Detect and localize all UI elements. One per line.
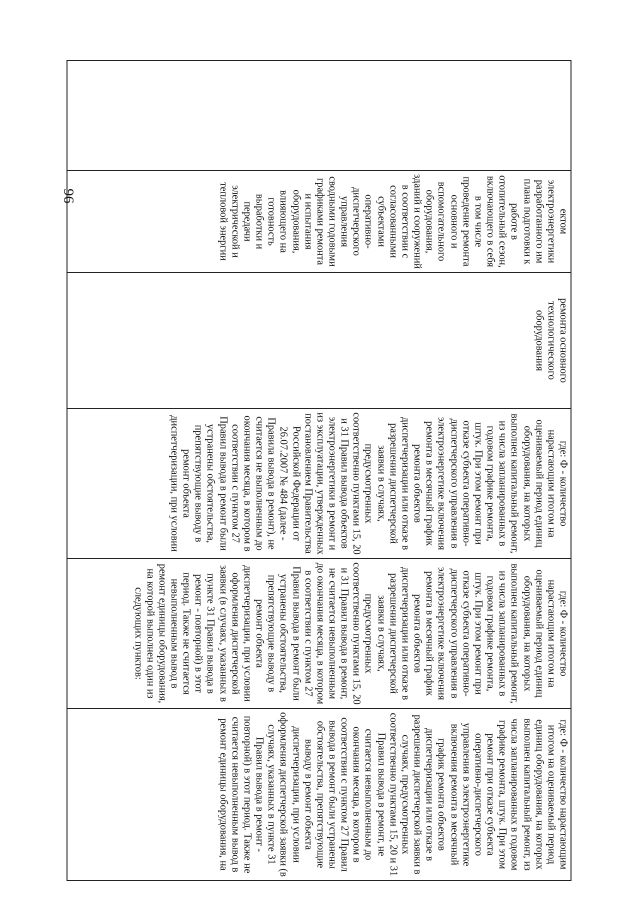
criteria-table <box>67 60 572 881</box>
table-cell-formula-3: где: Ф - количество нарастающим итогом на оцениваемый период единиц оборудования, на которых выполнен капитальный ремонт, из числа запланированных в годовом графике ремонта, штук. При этом ремонт при отказе субъекта оперативно-диспетчерского управления в электроэнергетике включения ремонта в месячный график ремонта объектов диспетчеризации или отказе в разрешении диспетчерской заявки в случаях, предусмотренных соответственно пунктами 15, 20 и 31 Правил вывода в ремонт, не считается невыполненным до окончания месяца, в котором в соответствии с пунктом 27 Правил вывода в ремонт были устранены обстоятельства, препятствующие выводу в ремонт объекта диспетчеризации, при условии оформления диспетчерской заявки (в случаях, указанных в пункте 31 Правил вывода в ремонт - повторной) в этот период. Также не считается невыполненным вывод в ремонт единицы оборудования, на <box>67 709 571 881</box>
table-cell-formula-1: где: Ф - количество нарастающим итогом на оцениваемый период единиц оборудования, на которых выполнен капитальный ремонт, из числа запланированных в годовом графике ремонта, штук. При этом ремонт при отказе субъекта оперативно-диспетчерского управления в электроэнергетике включения ремонта в месячный график ремонта объектов диспетчеризации или отказе в разрешении диспетчерской заявки в случаях, предусмотренных соответственно пунктами 15, 20 и 31 Правил вывода объектов электроэнергетики в ремонт и из эксплуатации, утвержденных постановлением Правительства Российской Федерации от 26.07.2007 № 484 (далее - Правила вывода в ремонт), не считается не выполненным до окончания месяца, в котором в соответствии с пунктом 27 Правил вывода в ремонт были устранены обстоятельства, препятствующие выводу в ремонт объекта диспетчеризации, при условии <box>67 409 571 559</box>
page-number: 96 <box>60 188 76 204</box>
table-cell-description: ектом электроэнергетики разработанного им плана подготовки к работе в отопительный сезон, включающего в себя в том числе проведение ремонта основного и вспомогательного оборудования, зданий и сооружений в соответствии с согласованными субъектами оперативно-диспетчерского управления сводными годовыми графиками ремонта и испытания оборудования, влияющего на готовность выработки и передачи электрической и тепловой энергии <box>67 171 571 273</box>
table-row <box>67 61 571 881</box>
rotated-table-container <box>67 60 572 880</box>
table-cell-empty <box>67 61 571 171</box>
table-cell-indicator: ремонта основного технологического оборудования <box>67 273 571 409</box>
table-cell-formula-2: где: Ф - количество нарастающим итогом на оцениваемый период единиц оборудования, на которых выполнен капитальный ремонт, из числа запланированных в годовом графике ремонта, штук. При этом ремонт при отказе субъекта оперативно-диспетчерского управления в электроэнергетике включения ремонта в месячный график ремонта объектов диспетчеризации или отказе в разрешении диспетчерской заявки в случаях, предусмотренных соответственно пунктами 15, 20 и 31 Правил вывода в ремонт, не считается невыполненным до окончания месяца, в котором в соответствии с пунктом 27 Правил вывода в ремонт были устранены обстоятельства, препятствующие выводу в ремонт объекта диспетчеризации, при условии оформления диспетчерской заявки (в случаях, указанных в пункте 31 Правил вывода в ремонт - повторной) в этот период. Также не считается невыполненным вывод в ремонт единицы оборудования, на которой выполнен один из следующих пунктов: <box>67 559 571 709</box>
